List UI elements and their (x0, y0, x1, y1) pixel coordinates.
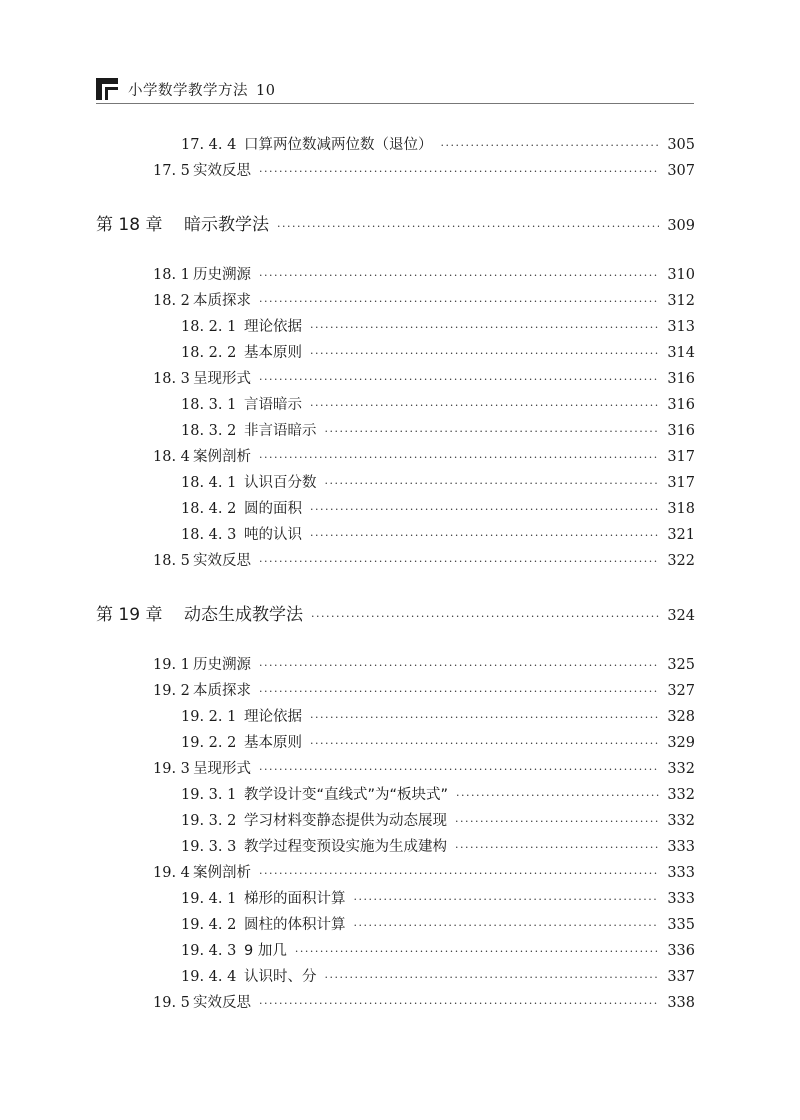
entry-page: 316 (667, 397, 695, 413)
toc-entry[interactable] (153, 367, 695, 391)
entry-page: 305 (667, 137, 695, 153)
entry-number: 19. 3. 1 (181, 787, 237, 803)
entry-page: 329 (667, 735, 695, 751)
entry-page: 321 (667, 527, 695, 543)
leader-dots (354, 893, 660, 906)
leader-dots (259, 451, 659, 464)
entry-title: 实效反思 (193, 995, 251, 1011)
entry-page: 328 (667, 709, 695, 725)
leader-dots (325, 425, 660, 438)
leader-dots (259, 269, 659, 282)
entry-number: 19. 3. 3 (181, 839, 237, 855)
toc-entry[interactable] (181, 939, 695, 963)
toc-entry[interactable] (181, 471, 695, 495)
toc-entry[interactable] (181, 133, 695, 157)
entry-page: 333 (667, 865, 695, 881)
toc-entry[interactable] (181, 523, 695, 547)
leader-dots (310, 529, 659, 542)
toc-entry[interactable] (153, 549, 695, 573)
entry-title: 实效反思 (193, 163, 251, 179)
entry-number: 18. 4. 2 (181, 501, 237, 517)
leader-dots (259, 555, 659, 568)
toc-chapter-entry[interactable] (96, 600, 695, 624)
entry-page: 325 (667, 657, 695, 673)
entry-title: 梯形的面积计算 (244, 891, 346, 907)
entry-title: 圆柱的体积计算 (244, 917, 346, 933)
entry-page: 324 (667, 608, 695, 624)
entry-number: 19. 4 (153, 865, 190, 881)
entry-title: 理论依据 (244, 709, 302, 725)
toc-entry[interactable] (181, 705, 695, 729)
entry-title: 认识时、分 (244, 969, 317, 985)
entry-number: 19. 1 (153, 657, 190, 673)
entry-page: 322 (667, 553, 695, 569)
entry-title: 圆的面积 (244, 501, 302, 517)
entry-title: 本质探求 (193, 293, 251, 309)
leader-dots (310, 321, 659, 334)
entry-number: 19. 5 (153, 995, 190, 1011)
toc-entry[interactable] (181, 965, 695, 989)
entry-number: 19. 4. 3 (181, 943, 237, 959)
entry-title: 教学过程变预设实施为生成建构 (244, 839, 447, 855)
entry-page: 318 (667, 501, 695, 517)
leader-dots (259, 165, 659, 178)
entry-number: 19. 2. 1 (181, 709, 237, 725)
entry-page: 309 (667, 218, 695, 234)
entry-page: 312 (667, 293, 695, 309)
toc-entry[interactable] (153, 653, 695, 677)
entry-number: 17. 5 (153, 163, 190, 179)
entry-title: 基本原则 (244, 735, 302, 751)
leader-dots (310, 711, 659, 724)
leader-dots (259, 997, 659, 1010)
leader-dots (259, 763, 659, 776)
leader-dots (310, 399, 659, 412)
entry-title: 言语暗示 (244, 397, 302, 413)
entry-number: 19. 3. 2 (181, 813, 237, 829)
entry-number: 18. 1 (153, 267, 190, 283)
entry-page: 337 (667, 969, 695, 985)
entry-page: 316 (667, 423, 695, 439)
toc-entry[interactable] (181, 419, 695, 443)
entry-title: 理论依据 (244, 319, 302, 335)
entry-page: 316 (667, 371, 695, 387)
toc-entry[interactable] (181, 497, 695, 521)
entry-title: 案例剖析 (193, 449, 251, 465)
entry-title: 教学设计变“直线式”为“板块式” (244, 787, 449, 803)
leader-dots (325, 971, 660, 984)
toc-entry[interactable] (181, 913, 695, 937)
entry-title: 吨的认识 (244, 527, 302, 543)
leader-dots (259, 295, 659, 308)
entry-title: 口算两位数减两位数（退位） (244, 137, 433, 153)
entry-title: 本质探求 (193, 683, 251, 699)
toc-entry[interactable] (153, 445, 695, 469)
entry-page: 317 (667, 449, 695, 465)
toc-entry[interactable] (181, 341, 695, 365)
entry-number: 第 18 章 (96, 215, 163, 235)
entry-number: 18. 3. 2 (181, 423, 237, 439)
entry-number: 19. 4. 4 (181, 969, 237, 985)
entry-page: 332 (667, 761, 695, 777)
toc-entry[interactable] (181, 783, 695, 807)
entry-page: 327 (667, 683, 695, 699)
entry-title: 非言语暗示 (244, 423, 317, 439)
leader-dots (325, 477, 660, 490)
entry-page: 335 (667, 917, 695, 933)
header-rule (96, 103, 694, 104)
toc-entry[interactable] (181, 835, 695, 859)
entry-title: 呈现形式 (193, 371, 251, 387)
entry-page: 338 (667, 995, 695, 1011)
entry-number: 18. 4 (153, 449, 190, 465)
leader-dots (259, 867, 659, 880)
leader-dots (259, 685, 659, 698)
entry-page: 332 (667, 787, 695, 803)
leader-dots (295, 945, 659, 958)
entry-number: 19. 4. 1 (181, 891, 237, 907)
entry-number: 18. 4. 1 (181, 475, 237, 491)
toc-chapter-entry[interactable] (96, 210, 695, 234)
toc-entry[interactable] (153, 159, 695, 183)
running-header (128, 79, 275, 100)
entry-title: 历史溯源 (193, 267, 251, 283)
toc-entry[interactable] (153, 679, 695, 703)
toc-entry[interactable] (181, 393, 695, 417)
entry-page: 313 (667, 319, 695, 335)
entry-page: 336 (667, 943, 695, 959)
entry-title: 暗示教学法 (184, 215, 269, 235)
entry-title: 动态生成教学法 (184, 605, 303, 625)
leader-dots (310, 347, 659, 360)
entry-page: 317 (667, 475, 695, 491)
entry-page: 314 (667, 345, 695, 361)
toc-entry[interactable] (153, 289, 695, 313)
entry-page: 332 (667, 813, 695, 829)
entry-title: 案例剖析 (193, 865, 251, 881)
entry-title: 呈现形式 (193, 761, 251, 777)
entry-number: 18. 2. 2 (181, 345, 237, 361)
leader-dots (310, 503, 659, 516)
leader-dots (354, 919, 660, 932)
leader-dots (259, 659, 659, 672)
entry-title: 历史溯源 (193, 657, 251, 673)
entry-number: 19. 2. 2 (181, 735, 237, 751)
entry-number: 18. 2. 1 (181, 319, 237, 335)
entry-number: 18. 3 (153, 371, 190, 387)
leader-dots (455, 841, 659, 854)
entry-number: 18. 2 (153, 293, 190, 309)
toc-entry[interactable] (153, 991, 695, 1015)
toc-entry[interactable] (153, 757, 695, 781)
leader-dots (259, 373, 659, 386)
leader-dots (310, 737, 659, 750)
toc-entry[interactable] (153, 861, 695, 885)
entry-number: 17. 4. 4 (181, 137, 237, 153)
entry-number: 18. 5 (153, 553, 190, 569)
entry-page: 333 (667, 839, 695, 855)
toc-entry[interactable] (181, 809, 695, 833)
entry-title: 学习材料变静态提供为动态展现 (244, 813, 447, 829)
toc-entry[interactable] (153, 263, 695, 287)
entry-page: 333 (667, 891, 695, 907)
entry-number: 18. 4. 3 (181, 527, 237, 543)
leader-dots (456, 789, 659, 802)
toc-entry[interactable] (181, 731, 695, 755)
header-page-number: 10 (256, 83, 276, 99)
book-title: 小学数学教学方法 (128, 83, 248, 99)
entry-title: 实效反思 (193, 553, 251, 569)
entry-page: 307 (667, 163, 695, 179)
leader-dots (311, 610, 659, 623)
leader-dots (441, 139, 660, 152)
entry-number: 19. 3 (153, 761, 190, 777)
toc-entry[interactable] (181, 315, 695, 339)
entry-number: 19. 4. 2 (181, 917, 237, 933)
entry-title: 9 加几 (244, 943, 287, 959)
leader-dots (455, 815, 659, 828)
entry-page: 310 (667, 267, 695, 283)
entry-number: 19. 2 (153, 683, 190, 699)
entry-number: 18. 3. 1 (181, 397, 237, 413)
corner-bracket-logo (96, 78, 118, 100)
entry-number: 第 19 章 (96, 605, 163, 625)
entry-title: 认识百分数 (244, 475, 317, 491)
toc-entry[interactable] (181, 887, 695, 911)
leader-dots (277, 220, 659, 233)
entry-title: 基本原则 (244, 345, 302, 361)
